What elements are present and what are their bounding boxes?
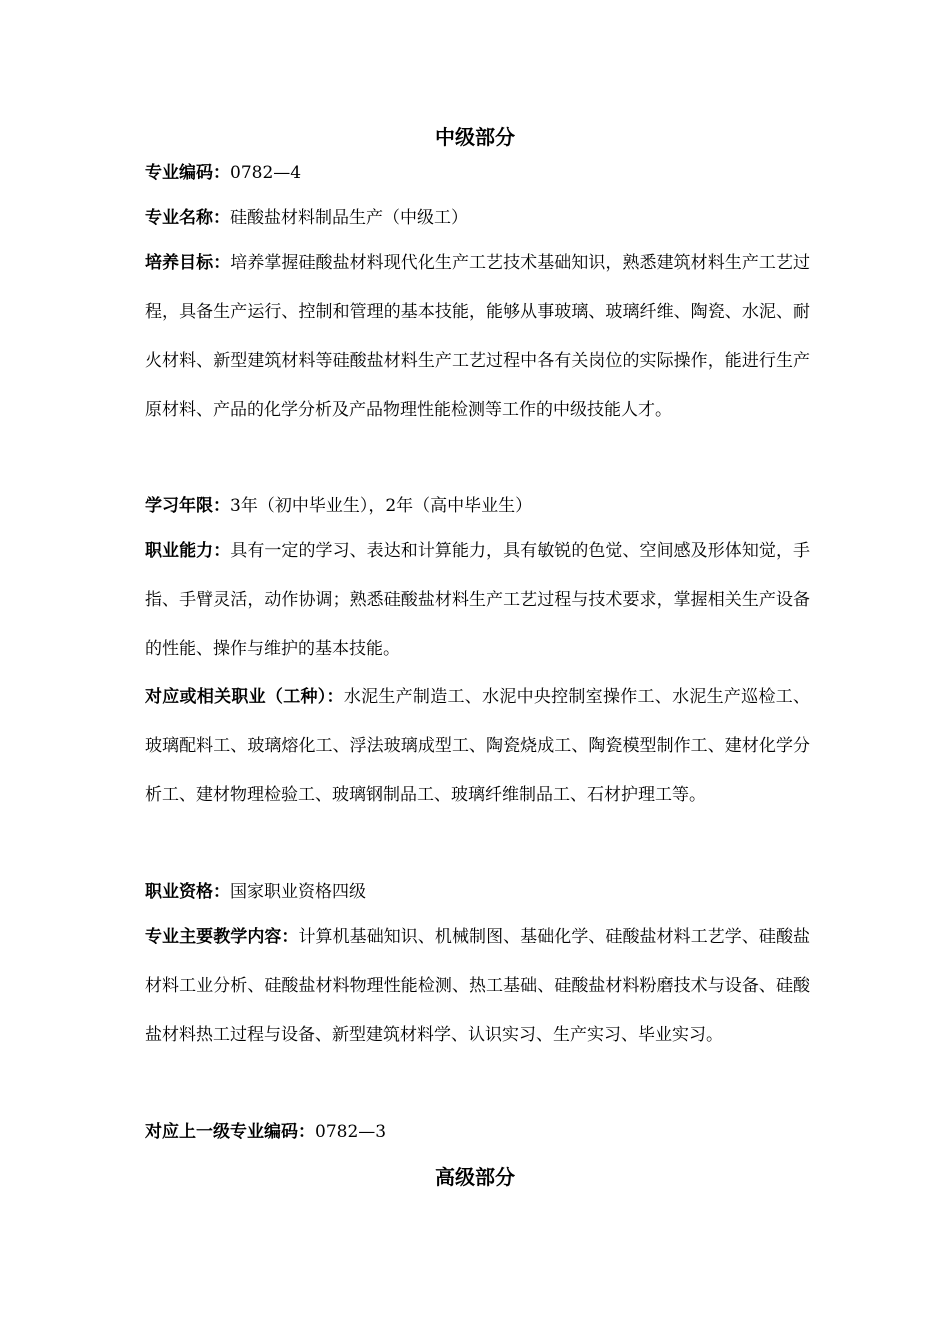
- section-title-intermediate: 中级部分: [435, 125, 515, 149]
- field-study-duration: [145, 492, 810, 520]
- field-label: 专业名称：: [145, 208, 230, 228]
- field-value: 硅酸盐材料制品生产（中级工）: [230, 208, 468, 228]
- field-value: 国家职业资格四级: [230, 882, 366, 902]
- field-qualification: [145, 878, 810, 906]
- field-label: 对应上一级专业编码：: [145, 1122, 315, 1142]
- field-major-code: [145, 159, 810, 187]
- field-label: 职业能力：: [145, 541, 231, 561]
- field-value: 0782—3: [315, 1122, 387, 1142]
- field-label: 专业主要教学内容：: [145, 927, 299, 947]
- field-value: 培养掌握硅酸盐材料现代化生产工艺技术基础知识，熟悉建筑材料生产工艺过程，具备生产运行、控制和管理的基本技能，能够从事玻璃、玻璃纤维、陶瓷、水泥、耐火材料、新型建筑材料等硅酸盐材料生产工艺过程中各有关岗位的实际操作，能进行生产原材料、产品的化学分析及产品物理性能检测等工作的中级技能人才。: [145, 253, 811, 420]
- field-value: 水泥生产制造工、水泥中央控制室操作工、水泥生产巡检工、玻璃配料工、玻璃熔化工、浮法玻璃成型工、陶瓷烧成工、陶瓷模型制作工、建材化学分析工、建材物理检验工、玻璃钢制品工、玻璃纤维制品工、石材护理工等。: [145, 687, 811, 805]
- section-title-advanced: 高级部分: [435, 1165, 515, 1189]
- field-value: 计算机基础知识、机械制图、基础化学、硅酸盐材料工艺学、硅酸盐材料工业分析、硅酸盐材料物理性能检测、热工基础、硅酸盐材料粉磨技术与设备、硅酸盐材料热工过程与设备、新型建筑材料学、认识实习、生产实习、毕业实习。: [145, 927, 811, 1045]
- field-label: 培养目标：: [145, 253, 231, 273]
- field-related-occupations: [145, 673, 810, 820]
- field-value: 0782—4: [230, 163, 302, 183]
- field-value: 3年（初中毕业生），2年（高中毕业生）: [230, 496, 533, 516]
- field-professional-ability: [145, 527, 810, 674]
- field-major-name: [145, 204, 810, 232]
- field-label: 对应或相关职业（工种）：: [145, 687, 344, 707]
- field-label: 职业资格：: [145, 882, 230, 902]
- field-label: 学习年限：: [145, 496, 230, 516]
- field-value: 具有一定的学习、表达和计算能力，具有敏锐的色觉、空间感及形体知觉，手指、手臂灵活，动作协调；熟悉硅酸盐材料生产工艺过程与技术要求，掌握相关生产设备的性能、操作与维护的基本技能。: [145, 541, 811, 659]
- field-upper-level-code: [145, 1118, 810, 1146]
- field-main-courses: [145, 913, 810, 1060]
- field-training-goal: [145, 239, 810, 435]
- field-label: 专业编码：: [145, 163, 230, 183]
